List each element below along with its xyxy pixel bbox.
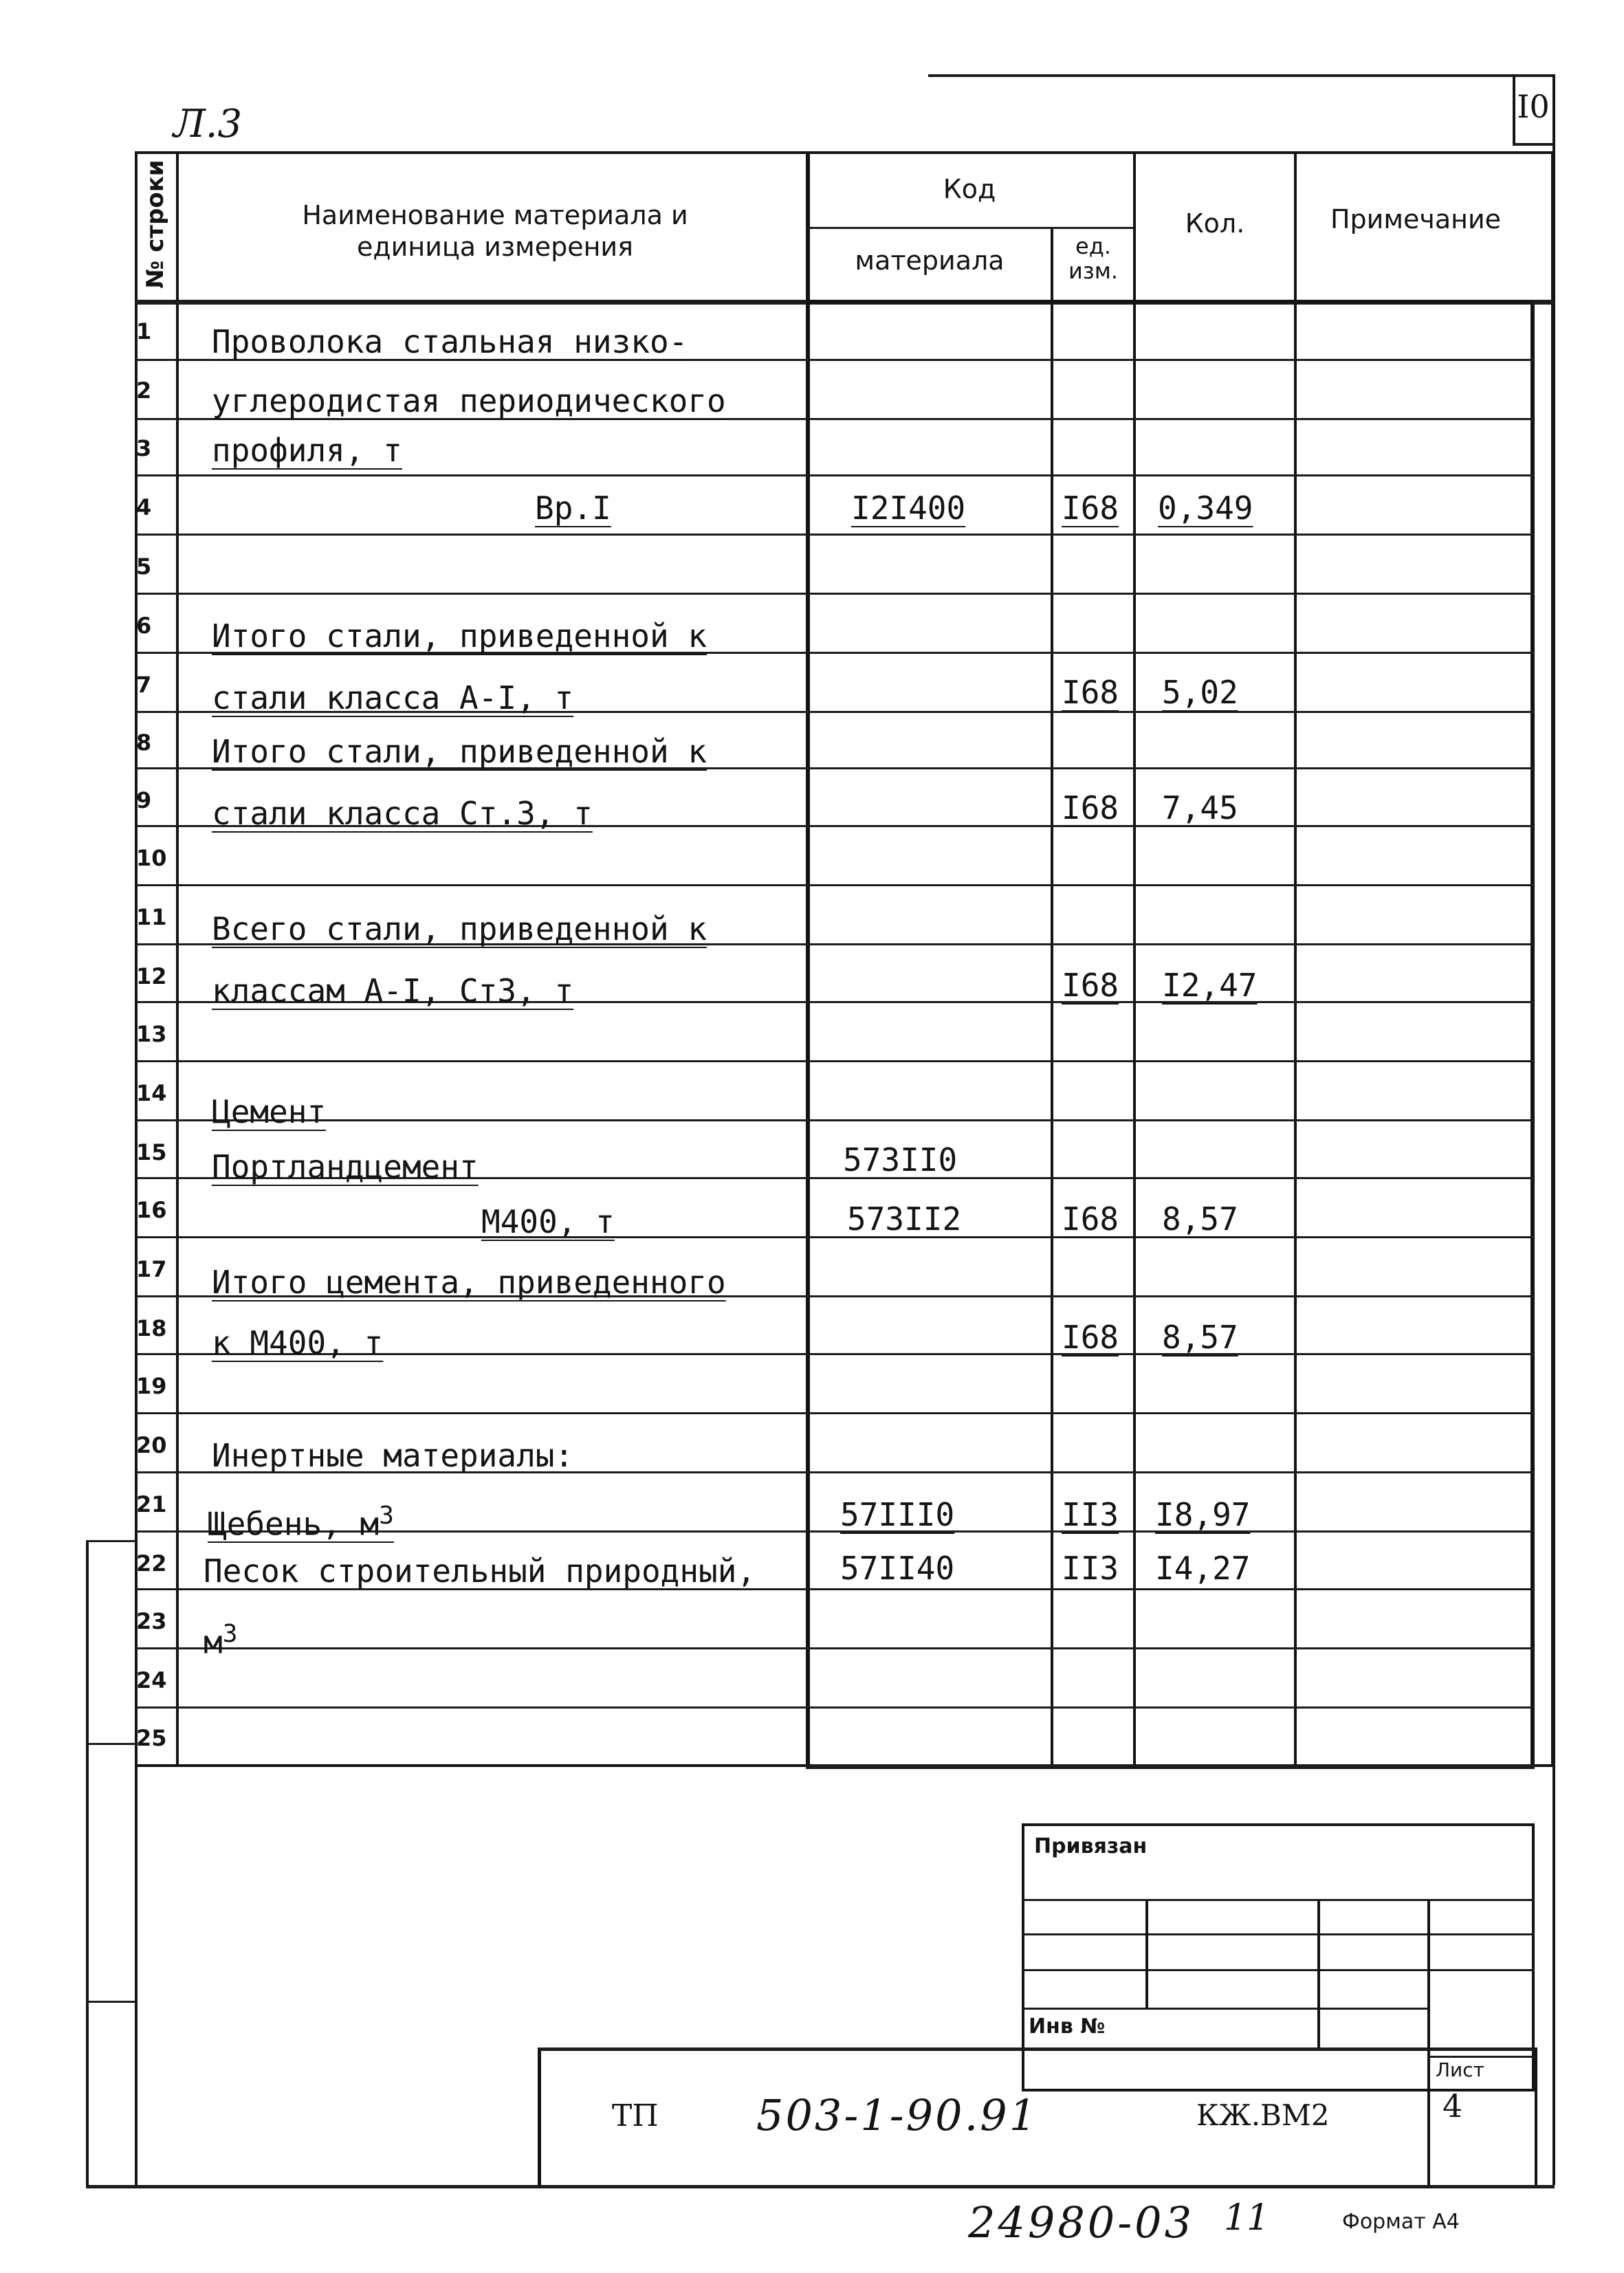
quantity: I4,27 bbox=[1155, 1550, 1251, 1587]
row-number: 1 bbox=[136, 318, 152, 344]
header-code: Код bbox=[943, 174, 996, 204]
sheet-top-number: I0 bbox=[1517, 88, 1550, 125]
material-grade: М400, т bbox=[481, 1203, 615, 1240]
header-material-name: Наименование материала и единица измерения bbox=[302, 200, 688, 262]
tp-label: ТП bbox=[612, 2098, 659, 2133]
quantity: 0,349 bbox=[1158, 490, 1253, 527]
row-number: 24 bbox=[136, 1667, 167, 1693]
header-material-code: материала bbox=[855, 245, 1005, 276]
row-number: 18 bbox=[136, 1315, 167, 1341]
row-number: 19 bbox=[136, 1373, 167, 1399]
material-code: 573II0 bbox=[843, 1141, 958, 1178]
row-number: 9 bbox=[136, 787, 152, 813]
header-note: Примечание bbox=[1330, 204, 1502, 234]
row-number: 13 bbox=[136, 1021, 167, 1047]
row-number: 16 bbox=[136, 1197, 167, 1223]
row-number: 10 bbox=[136, 845, 167, 871]
material-name: Песок строительный природный, bbox=[204, 1552, 756, 1590]
row-number: 12 bbox=[136, 963, 167, 989]
superscript: 3 bbox=[222, 1620, 238, 1648]
row-number: 4 bbox=[136, 494, 152, 520]
row-number: 6 bbox=[136, 613, 152, 639]
row-number: 22 bbox=[136, 1550, 167, 1577]
material-name: углеродистая периодического bbox=[212, 382, 726, 419]
unit-code: I68 bbox=[1062, 1319, 1119, 1356]
material-name: Цемент bbox=[212, 1093, 327, 1130]
material-name: Итого цемента, приведенного bbox=[212, 1264, 726, 1301]
row-number: 8 bbox=[136, 729, 152, 756]
material-name: к М400, т bbox=[212, 1324, 384, 1361]
row-number: 23 bbox=[136, 1608, 167, 1634]
material-name-text: Щебень, м bbox=[208, 1505, 380, 1543]
row-number: 7 bbox=[136, 672, 152, 698]
material-grade: Вр.I bbox=[535, 490, 611, 527]
row-number: 2 bbox=[136, 377, 152, 404]
material-name: стали класса Ст.3, т bbox=[212, 795, 593, 832]
handwritten-mark: Л.3 bbox=[173, 102, 243, 146]
document-number: 503-1-90.91 bbox=[756, 2090, 1039, 2140]
bottom-sub-number: 11 bbox=[1224, 2197, 1270, 2239]
unit-code: I68 bbox=[1062, 490, 1119, 527]
unit-code: I68 bbox=[1062, 674, 1119, 711]
unit-code: II3 bbox=[1062, 1496, 1119, 1533]
sheet-number: 4 bbox=[1442, 2087, 1463, 2124]
row-number: 17 bbox=[136, 1256, 167, 1282]
material-name: Инертные материалы: bbox=[212, 1437, 574, 1474]
quantity: I2,47 bbox=[1162, 967, 1258, 1004]
unit-code: II3 bbox=[1062, 1550, 1119, 1587]
row-number: 20 bbox=[136, 1432, 167, 1458]
format-label: Формат А4 bbox=[1342, 2210, 1460, 2234]
row-number: 25 bbox=[136, 1725, 167, 1751]
material-name: стали класса А-I, т bbox=[212, 679, 574, 716]
material-code: 573II2 bbox=[847, 1200, 962, 1238]
material-name: Всего стали, приведенной к bbox=[212, 910, 707, 947]
quantity: 5,02 bbox=[1162, 674, 1238, 711]
row-number: 14 bbox=[136, 1080, 167, 1106]
document-code: КЖ.ВМ2 bbox=[1196, 2098, 1330, 2132]
unit-code: I68 bbox=[1062, 1200, 1119, 1238]
material-name: Итого стали, приведенной к bbox=[212, 733, 707, 770]
header-quantity: Кол. bbox=[1185, 208, 1245, 239]
material-name: Итого стали, приведенной к bbox=[212, 617, 707, 655]
material-name bbox=[204, 1616, 237, 1660]
material-code: I2I400 bbox=[851, 490, 966, 527]
material-name: классам А-I, Ст3, т bbox=[212, 972, 574, 1009]
linked-label: Привязан bbox=[1034, 1834, 1148, 1858]
header-unit-code: ед. изм. bbox=[1068, 233, 1119, 284]
quantity: 8,57 bbox=[1162, 1319, 1238, 1356]
inventory-number-label: Инв № bbox=[1029, 2014, 1106, 2039]
superscript: 3 bbox=[379, 1502, 394, 1530]
unit-code: I68 bbox=[1062, 967, 1119, 1004]
material-name-text: м bbox=[204, 1623, 223, 1661]
row-number: 15 bbox=[136, 1139, 167, 1165]
material-name bbox=[208, 1497, 394, 1542]
quantity: 8,57 bbox=[1162, 1200, 1238, 1238]
quantity: I8,97 bbox=[1155, 1496, 1251, 1533]
row-number: 11 bbox=[136, 904, 167, 930]
material-name: Проволока стальная низко- bbox=[212, 323, 688, 360]
unit-code: I68 bbox=[1062, 789, 1119, 826]
sheet-label: Лист bbox=[1436, 2058, 1484, 2081]
material-code: 57III0 bbox=[840, 1496, 955, 1533]
row-number: 5 bbox=[136, 553, 152, 580]
material-code: 57II40 bbox=[840, 1550, 955, 1587]
bottom-number: 24980-03 bbox=[968, 2197, 1195, 2248]
header-row-number: № строки bbox=[142, 160, 169, 289]
row-number: 3 bbox=[136, 435, 152, 461]
material-name: профиля, т bbox=[212, 432, 402, 469]
row-number: 21 bbox=[136, 1491, 167, 1517]
material-name: Портландцемент bbox=[212, 1148, 479, 1185]
quantity: 7,45 bbox=[1162, 789, 1238, 826]
